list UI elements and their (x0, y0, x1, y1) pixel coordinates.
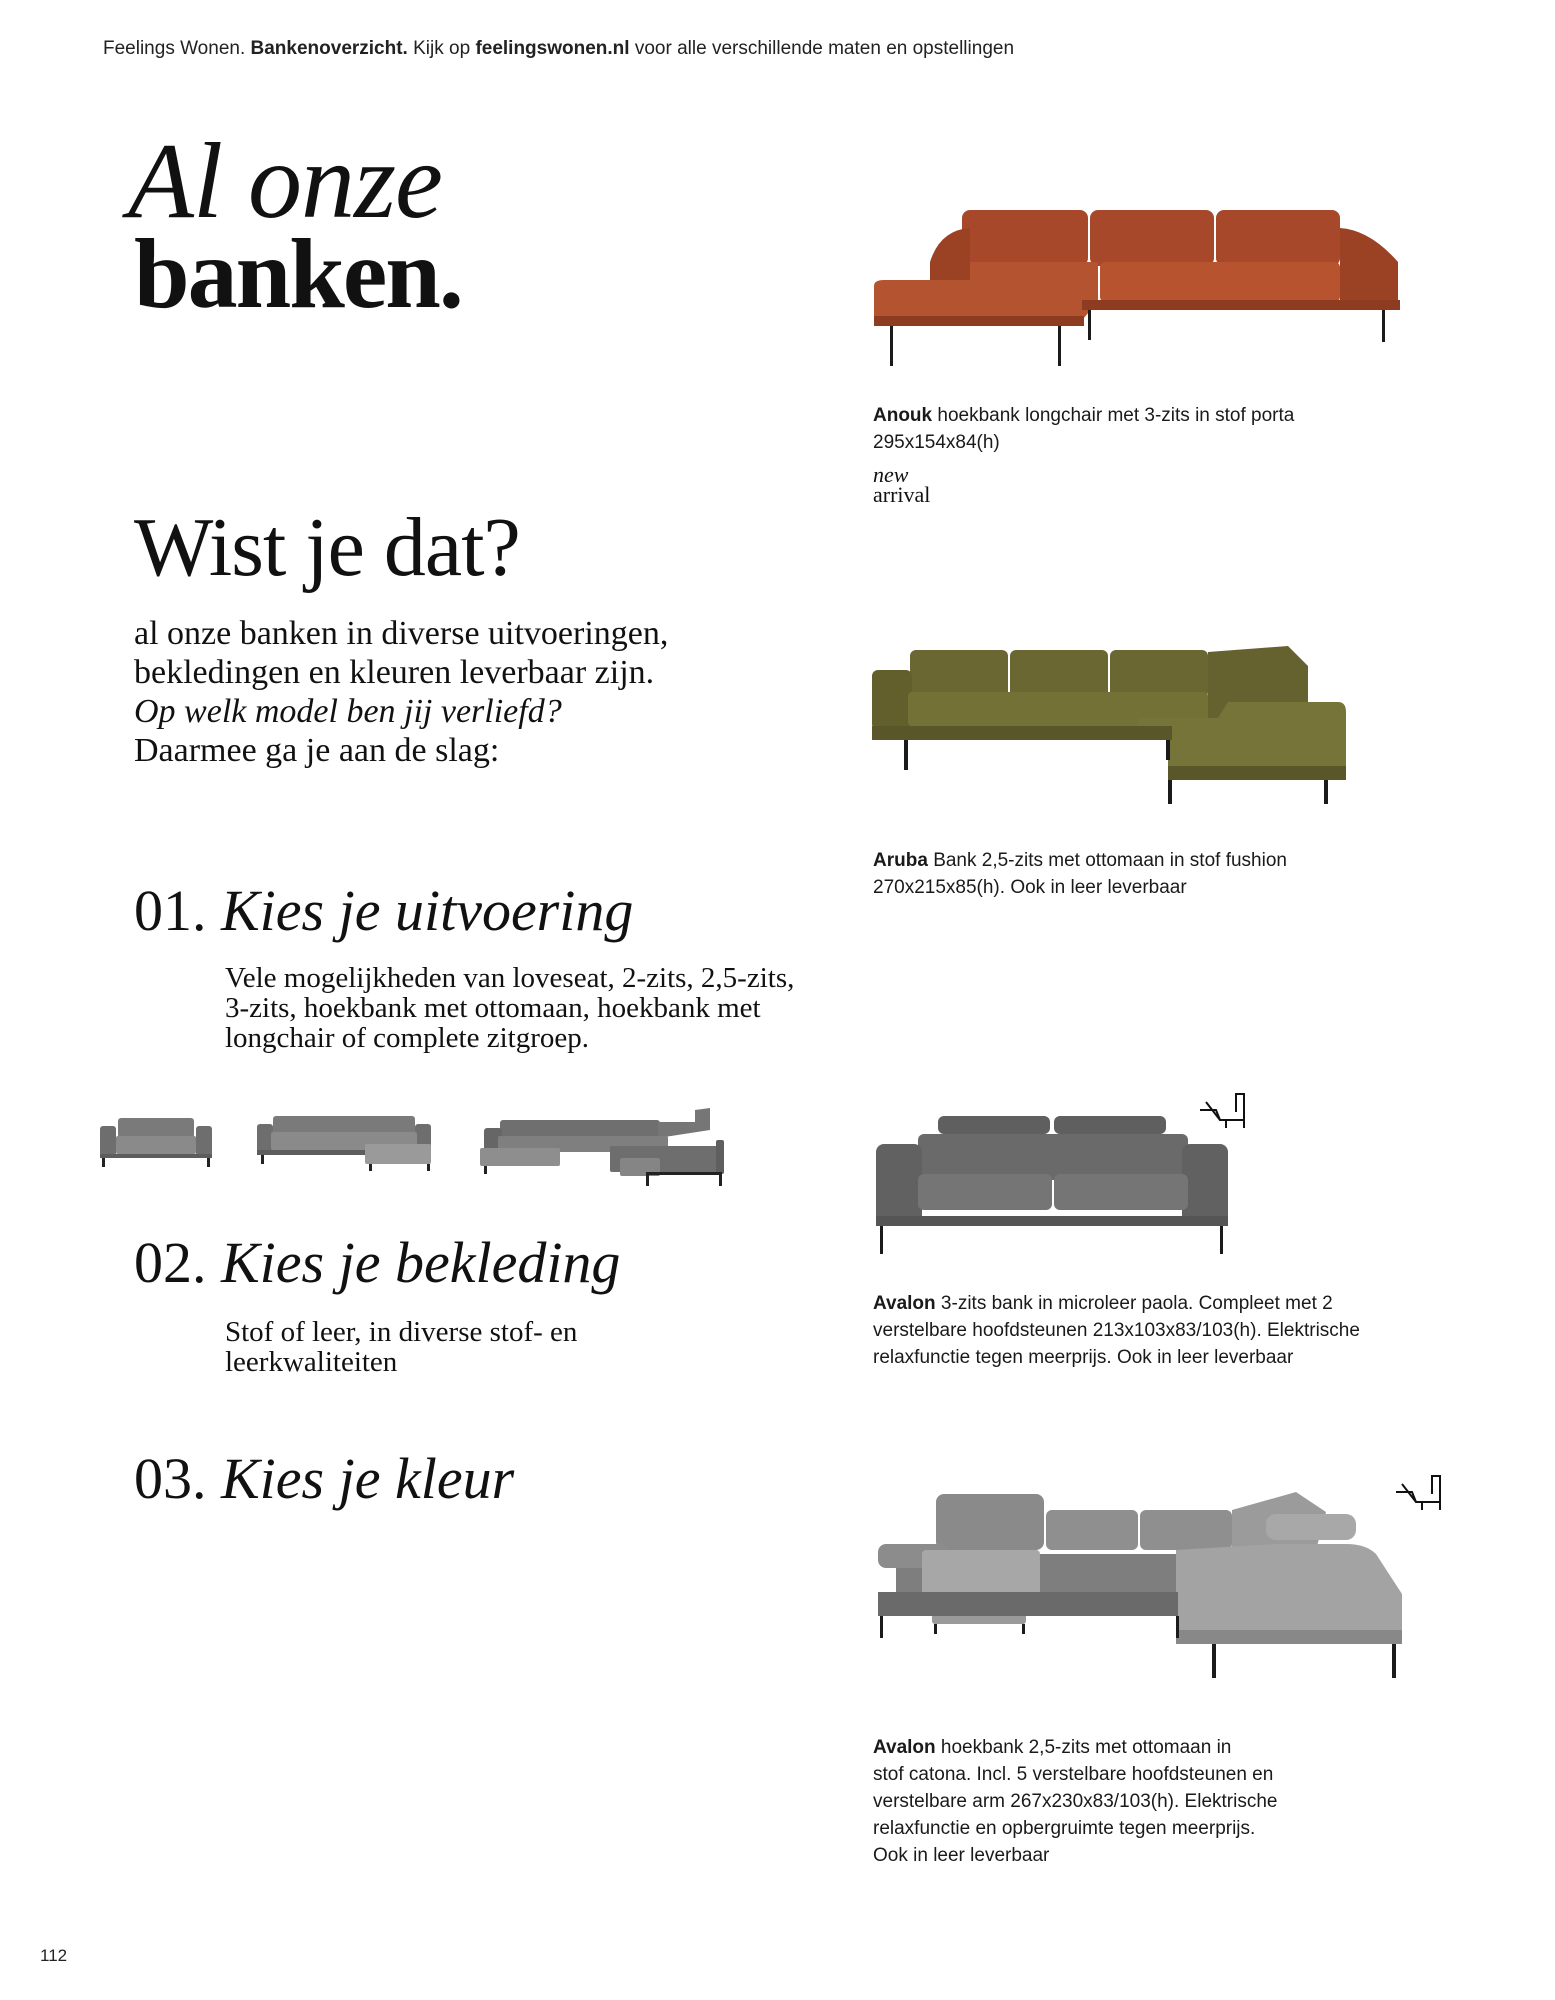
product-desc-line: verstelbare hoofdsteunen 213x103x83/103(h). Elektrische (873, 1320, 1360, 1341)
product-avalon-corner-caption (873, 1734, 1277, 1869)
intro-line: al onze banken in diverse uitvoeringen, (134, 615, 669, 652)
anouk-sofa-image (870, 200, 1410, 380)
avalon-corner-sofa-image (876, 1484, 1416, 1714)
thumbnail-2-seat (96, 1112, 216, 1168)
header-pre-link: Kijk op (413, 38, 471, 59)
step-desc-line: 3-zits, hoekbank met ottomaan, hoekbank met (225, 992, 761, 1024)
step-desc-line: leerkwaliteiten (225, 1346, 398, 1378)
intro-line: Daarmee ga je aan de slag: (134, 732, 500, 769)
intro-text (134, 614, 668, 770)
page-number: 112 (40, 1946, 68, 1965)
product-desc-line: verstelbare arm 267x230x83/103(h). Elektrische (873, 1791, 1278, 1812)
step-number: 03. (134, 1446, 207, 1511)
step-number: 01. (134, 878, 207, 943)
product-desc: Bank 2,5-zits met ottomaan in stof fushion (933, 850, 1287, 871)
product-desc-line: stof catona. Incl. 5 verstelbare hoofdsteunen en (873, 1764, 1274, 1785)
product-desc-line: Ook in leer leverbaar (873, 1845, 1050, 1866)
step-1-heading (134, 878, 634, 943)
intro-line-italic: Op welk model ben jij verliefd? (134, 693, 562, 730)
brand-name: Feelings Wonen. (103, 38, 246, 59)
website-link[interactable]: feelingswonen.nl (475, 38, 630, 59)
step-title: Kies je uitvoering (221, 878, 634, 943)
product-dimensions: 295x154x84(h) (873, 432, 1000, 453)
page-header (103, 38, 1014, 60)
product-desc: hoekbank longchair met 3-zits in stof porta (937, 405, 1295, 426)
avalon-3-seat-sofa-image (872, 1112, 1232, 1262)
title-line-1: Al onze (128, 122, 442, 241)
product-dimensions: 270x215x85(h). Ook in leer leverbaar (873, 877, 1187, 898)
title-line-2: banken. (134, 218, 462, 329)
step-number: 02. (134, 1230, 207, 1295)
product-desc: 3-zits bank in microleer paola. Compleet met 2 (940, 1293, 1333, 1314)
product-anouk-caption (873, 402, 1294, 456)
badge-new: new (873, 462, 909, 487)
step-title: Kies je bekleding (221, 1230, 621, 1295)
thumbnail-corner-ottoman (255, 1110, 435, 1172)
product-name: Avalon (873, 1737, 936, 1758)
step-2-description (225, 1317, 577, 1377)
step-1-description (225, 963, 794, 1053)
product-aruba-caption (873, 847, 1287, 901)
product-name: Aruba (873, 850, 928, 871)
thumbnail-seating-group (470, 1100, 725, 1190)
product-name: Anouk (873, 405, 933, 426)
product-avalon-caption (873, 1290, 1360, 1371)
new-arrival-badge (873, 462, 931, 507)
badge-arrival: arrival (873, 482, 931, 507)
intro-heading: Wist je dat? (134, 501, 520, 594)
step-desc-line: longchair of complete zitgroep. (225, 1022, 589, 1054)
product-desc-line: relaxfunctie tegen meerprijs. Ook in leer leverbaar (873, 1347, 1294, 1368)
section-title: Bankenoverzicht. (250, 38, 408, 59)
step-2-heading (134, 1230, 621, 1295)
product-desc-line: relaxfunctie en opbergruimte tegen meerprijs. (873, 1818, 1256, 1839)
product-name: Avalon (873, 1293, 936, 1314)
step-desc-line: Vele mogelijkheden van loveseat, 2-zits, 2,5-zits, (225, 962, 795, 994)
step-desc-line: Stof of leer, in diverse stof- en (225, 1316, 578, 1348)
product-desc: hoekbank 2,5-zits met ottomaan in (940, 1737, 1232, 1758)
header-post-link: voor alle verschillende maten en opstellingen (634, 38, 1015, 59)
step-3-heading (134, 1446, 515, 1511)
aruba-sofa-image (868, 642, 1348, 822)
intro-line: bekledingen en kleuren leverbaar zijn. (134, 654, 655, 691)
step-title: Kies je kleur (221, 1446, 515, 1511)
